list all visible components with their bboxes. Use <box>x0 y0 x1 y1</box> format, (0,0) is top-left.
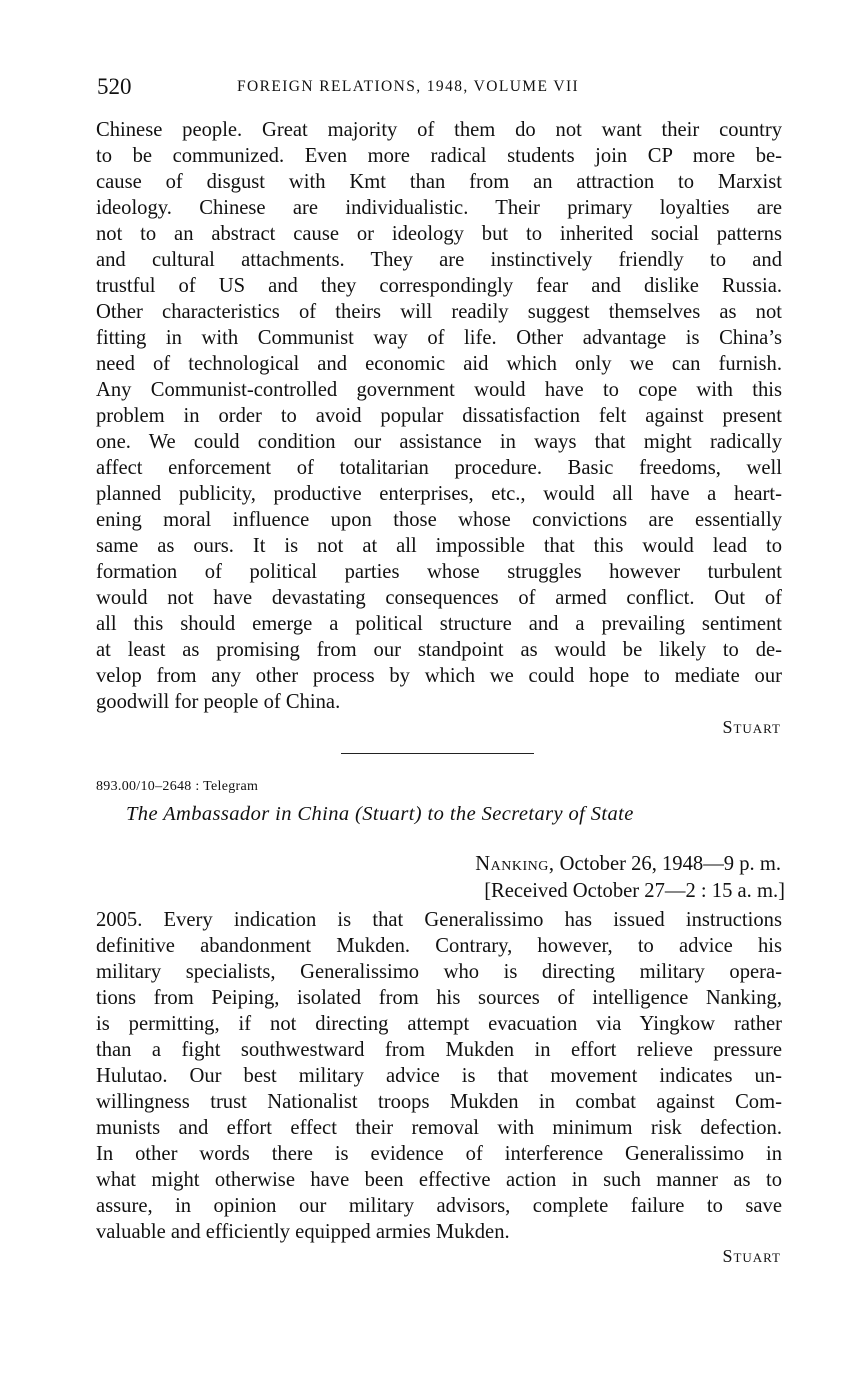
text-line: Hulutao. Our best military advice is that movement indicates un- <box>96 1065 782 1087</box>
text-line: Any Communist-controlled government would have to cope with this <box>96 379 782 401</box>
section-divider <box>341 753 534 754</box>
text-line: valuable and efficiently equipped armies Mukden. <box>96 1221 510 1243</box>
text-line: at least as promising from our standpoint as would be likely to de- <box>96 639 782 661</box>
text-line: fitting in with Communist way of life. Other advantage is China’s <box>96 327 782 349</box>
text-line: planned publicity, productive enterprises, etc., would all have a heart- <box>96 483 782 505</box>
text-line: trustful of US and they correspondingly fear and dislike Russia. <box>96 275 782 297</box>
signature-stuart: Stuart <box>722 717 781 737</box>
page-number: 520 <box>97 74 132 99</box>
text-line: Chinese people. Great majority of them do not want their country <box>96 119 782 141</box>
text-line: than a fight southwestward from Mukden in effort relieve pressure <box>96 1039 782 1061</box>
text-line: to be communized. Even more radical students join CP more be- <box>96 145 782 167</box>
text-line: one. We could condition our assistance in ways that might radically <box>96 431 782 453</box>
text-line: ideology. Chinese are individualistic. Their primary loyalties are <box>96 197 782 219</box>
text-line: what might otherwise have been effective action in such manner as to <box>96 1169 782 1191</box>
text-line: definitive abandonment Mukden. Contrary, however, to advice his <box>96 935 782 957</box>
text-line: munists and effort effect their removal with minimum risk defection. <box>96 1117 782 1139</box>
text-line: cause of disgust with Kmt than from an attraction to Marxist <box>96 171 782 193</box>
text-line: affect enforcement of totalitarian procedure. Basic freedoms, well <box>96 457 782 479</box>
received-line: [Received October 27—2 : 15 a. m.] <box>484 880 785 902</box>
text-line: 2005. Every indication is that Generalissimo has issued instructions <box>96 909 782 931</box>
text-line: all this should emerge a political structure and a prevailing sentiment <box>96 613 782 635</box>
text-line: would not have devastating consequences of armed conflict. Out of <box>96 587 782 609</box>
text-line: not to an abstract cause or ideology but to inherited social patterns <box>96 223 782 245</box>
text-line: same as ours. It is not at all impossible that this would lead to <box>96 535 782 557</box>
text-line: need of technological and economic aid which only we can furnish. <box>96 353 782 375</box>
text-line: willingness trust Nationalist troops Mukden in combat against Com- <box>96 1091 782 1113</box>
document-title: The Ambassador in China (Stuart) to the Secretary of State <box>126 803 634 825</box>
dateline-place: Nanking, <box>475 853 555 875</box>
file-reference: 893.00/10–2648 : Telegram <box>96 779 259 794</box>
text-line: is permitting, if not directing attempt evacuation via Yingkow rather <box>96 1013 782 1035</box>
text-line: formation of political parties whose struggles however turbulent <box>96 561 782 583</box>
telegram-2005-text <box>96 907 782 1245</box>
signature-stuart-2: Stuart <box>722 1246 781 1266</box>
dateline <box>475 850 781 878</box>
text-line: In other words there is evidence of interference Generalissimo in <box>96 1143 782 1165</box>
text-line: Other characteristics of theirs will readily suggest themselves as not <box>96 301 782 323</box>
dateline-date: October 26, 1948—9 p. m. <box>559 853 781 875</box>
text-line: velop from any other process by which we could hope to mediate our <box>96 665 782 687</box>
text-line: ening moral influence upon those whose convictions are essentially <box>96 509 782 531</box>
continued-telegram-text <box>96 117 782 715</box>
text-line: problem in order to avoid popular dissatisfaction felt against present <box>96 405 782 427</box>
page-header <box>97 72 787 102</box>
text-line: assure, in opinion our military advisors, complete failure to save <box>96 1195 782 1217</box>
running-head: FOREIGN RELATIONS, 1948, VOLUME VII <box>237 78 580 95</box>
text-line: and cultural attachments. They are instinctively friendly to and <box>96 249 782 271</box>
text-line: tions from Peiping, isolated from his sources of intelligence Nanking, <box>96 987 782 1009</box>
text-line: military specialists, Generalissimo who is directing military opera- <box>96 961 782 983</box>
text-line: goodwill for people of China. <box>96 691 341 713</box>
